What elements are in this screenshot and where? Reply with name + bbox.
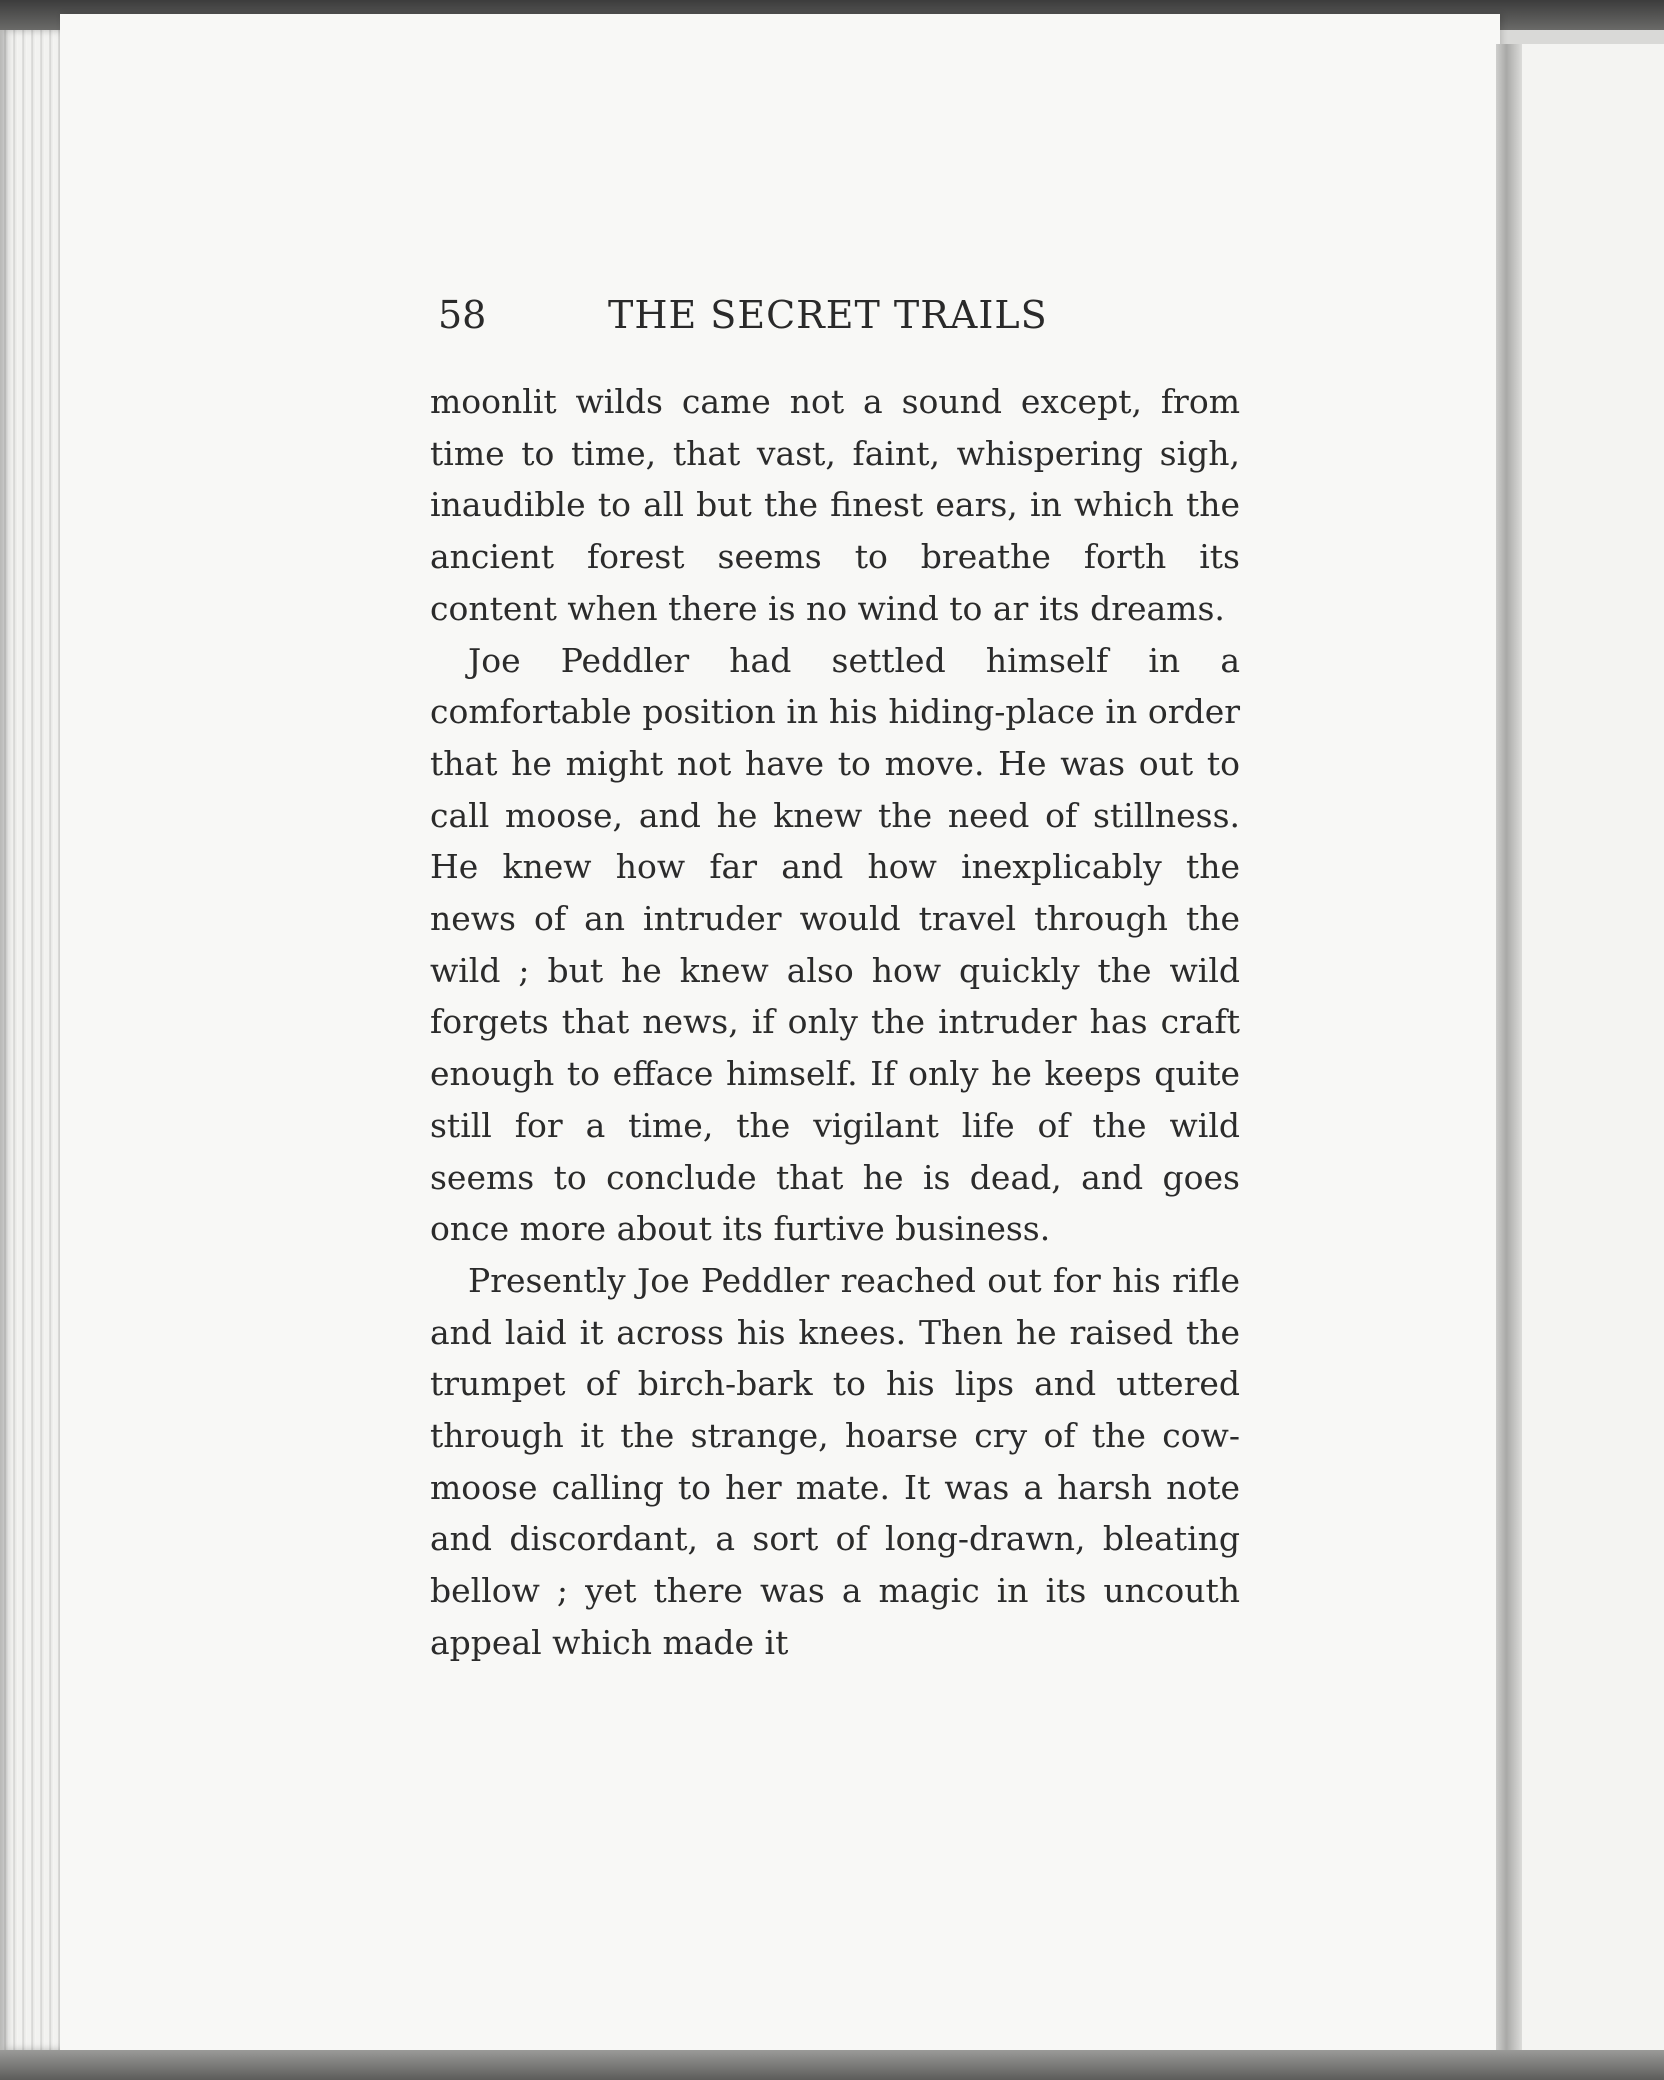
scan-bottom-border — [0, 2050, 1664, 2080]
running-head — [438, 292, 1078, 338]
paragraph-1: moonlit wilds came not a sound except, from time to time, that vast, faint, whispering sigh, inaudible to all but the finest ears, in which the ancient forest seems to breathe forth its content when there is no wind to ar its dreams. — [430, 382, 1240, 628]
paragraph-2: Joe Peddler had settled himself in a comfortable position in his hiding-place in order that he might not have to move. He was out to call moose, and he knew the need of stillness. He knew how far and how inexplicably the news of an intruder would travel through the wild ; but he knew also how quickly the wild forgets that news, if only the intruder has craft enough to efface himself. If only he keeps quite still for a time, the vigilant life of the wild seems to conclude that he is dead, and goes once more about its furtive business. — [430, 640, 1240, 1249]
book-title: THE SECRET TRAILS — [608, 293, 1048, 337]
page-number: 58 — [438, 293, 487, 337]
book-gutter — [1496, 44, 1522, 2050]
facing-page — [1522, 44, 1664, 2050]
paragraph-3: Presently Joe Peddler reached out for his rifle and laid it across his knees. Then he raised the trumpet of birch-bark to his lips and uttered through it the strange, hoarse cry of the cow-moose calling to her mate. It was a harsh note and discordant, a sort of long-drawn, bleating bellow ; yet there was a magic in its uncouth appeal which made it — [430, 1260, 1240, 1662]
body-text — [430, 376, 1240, 1669]
